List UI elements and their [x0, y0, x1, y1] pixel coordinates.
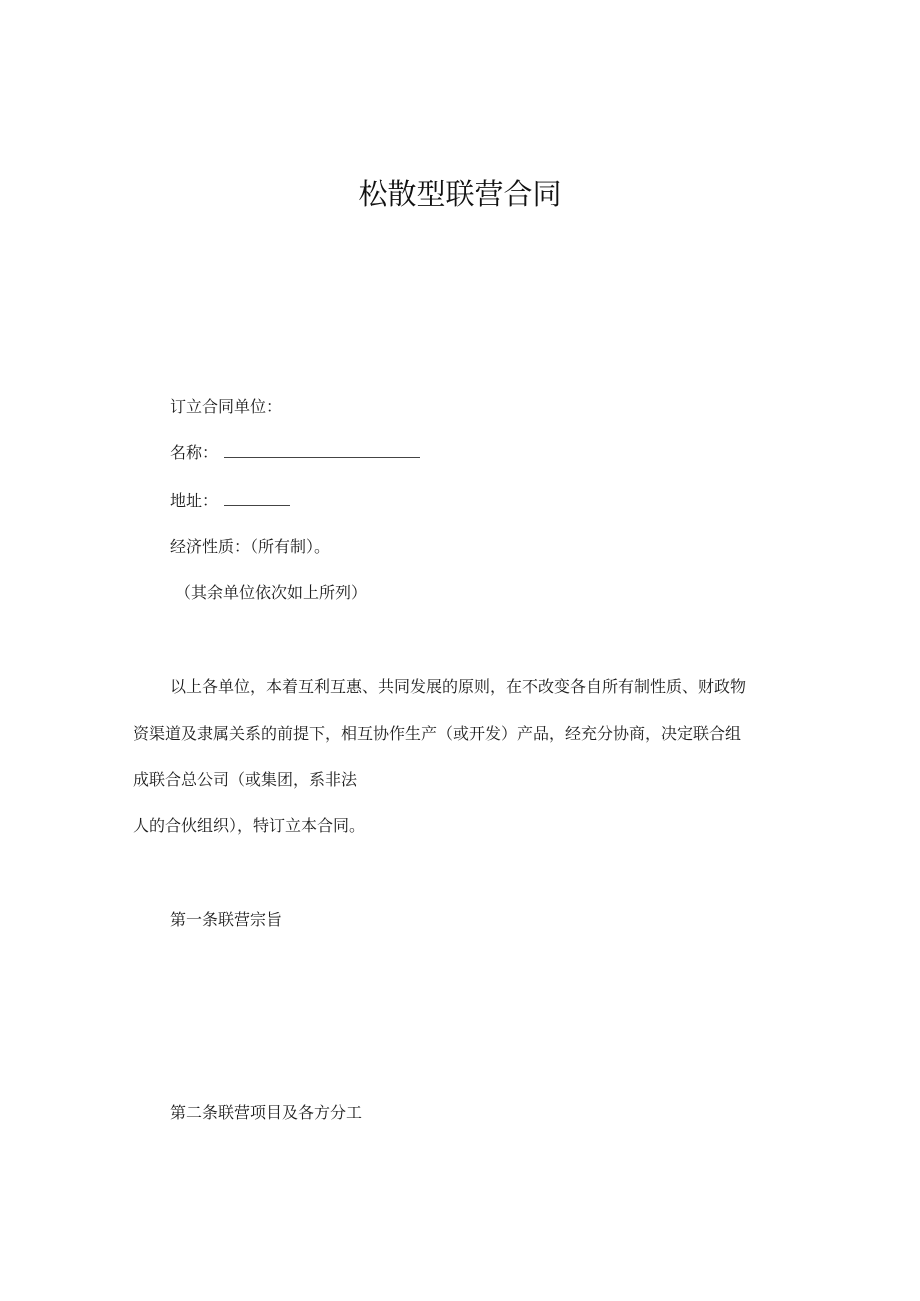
- address-row: [170, 490, 290, 512]
- other-parties-note: （其余单位依次如上所列）: [175, 583, 368, 602]
- article-2-heading: 第二条联营项目及各方分工: [170, 1103, 363, 1122]
- name-blank-line: [224, 442, 420, 458]
- preamble-line-1: 以上各单位，本着互利互惠、共同发展的原则，在不改变各自所有制性质、财政物: [170, 677, 747, 696]
- address-blank-line: [224, 490, 290, 506]
- document-title: 松散型联营合同: [358, 177, 562, 211]
- name-label: 名称：: [170, 443, 219, 462]
- preamble-line-4: 人的合伙组织），特订立本合同。: [133, 816, 366, 835]
- economic-nature-line: 经济性质：（所有制）。: [170, 537, 331, 556]
- address-label: 地址：: [170, 491, 219, 510]
- name-row: [170, 442, 420, 464]
- preamble-line-2: 资渠道及隶属关系的前提下，相互协作生产（或开发）产品，经充分协商，决定联合组: [133, 724, 742, 743]
- preamble-line-3: 成联合总公司（或集团，系非法: [133, 770, 358, 789]
- parties-label: 订立合同单位：: [170, 397, 283, 416]
- article-1-heading: 第一条联营宗旨: [170, 910, 283, 929]
